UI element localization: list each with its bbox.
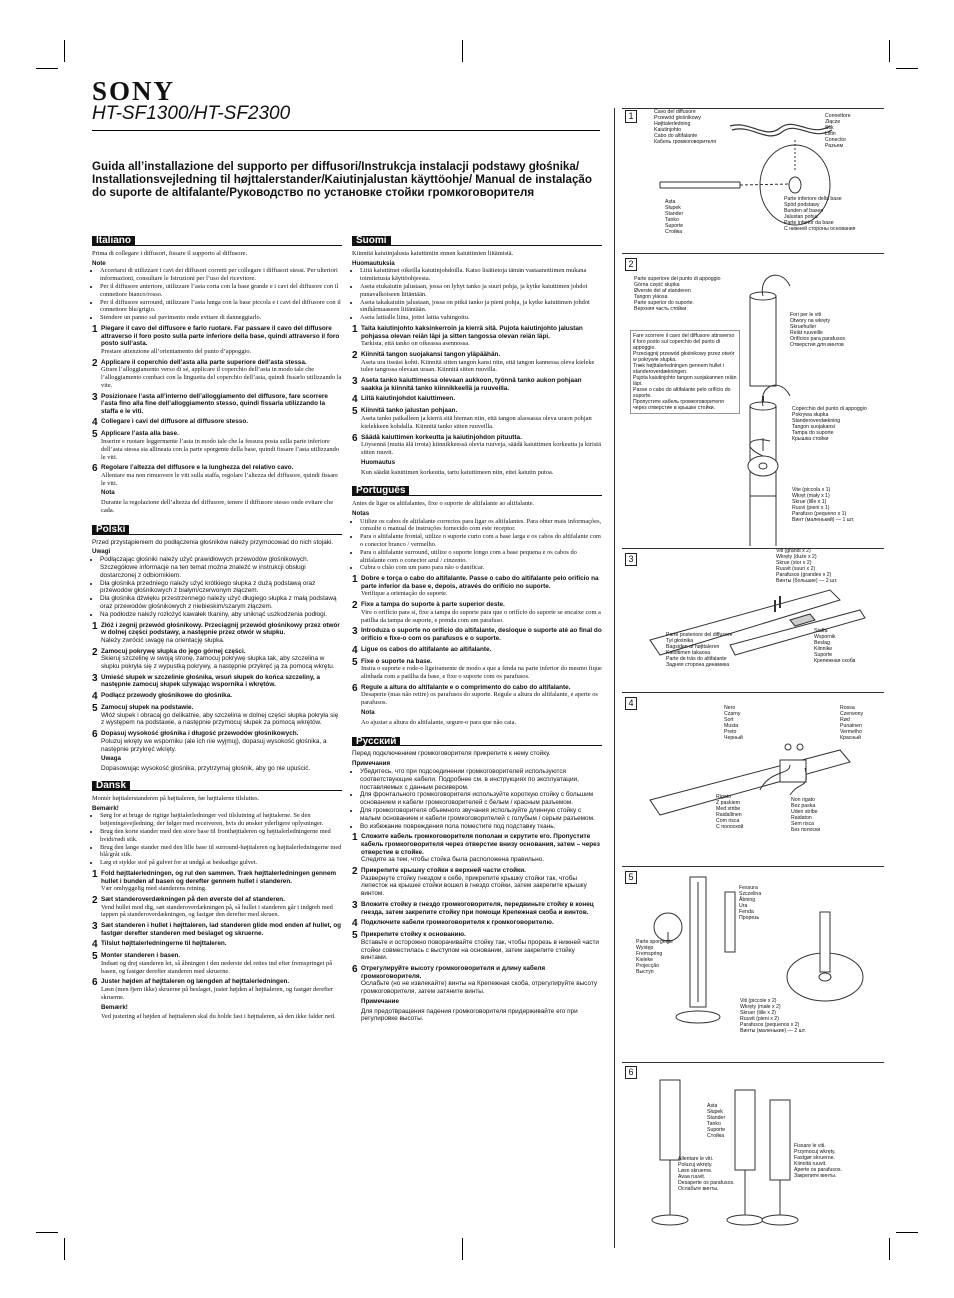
- step-number: 6: [352, 682, 358, 694]
- crop-mark: [462, 1238, 463, 1260]
- note-item: • Aseta lattialle liina, jottei lattia vahingoitu.: [360, 314, 602, 322]
- figure-2-support-label: Parte superiore del punto di appoggio Górna część słupka Øverste del af standeren Tangon yläosa Parte superior do suporte. Верхняя часть стойки: [634, 276, 721, 312]
- note-item: • Aseta etukaiutin jalustaan, jossa on lyhyt tanko ja suuri pohja, ja kytke kaiuttimen johdot punavalkoiseen liitäntään.: [360, 283, 602, 299]
- end-note: Ved justering af højden af højttaleren skal du holde fast i højttaleren, så den ikke falder ned.: [101, 1013, 336, 1021]
- step: [352, 646, 602, 655]
- crop-mark: [462, 40, 463, 62]
- notes-label: Uwagi: [92, 548, 111, 556]
- section-intro: Przed przystąpieniem do podłączenia głośników należy przymocować do nich stojaki.: [92, 538, 334, 546]
- step-detail: Vend hullet mod dig, sæt standeroverdækningen på, så hullet i standeren går i indgreb med tappen på standeroverdækningen, og fastgør den derefter med skruen.: [101, 903, 333, 919]
- figure-1-number: 1: [625, 110, 637, 123]
- step-number: 6: [352, 432, 358, 444]
- step: [352, 867, 602, 898]
- note-item: • Cubra o chão com um pano para não o danificar.: [360, 564, 602, 572]
- step-title: Sæt standeren i hullet i højttaleren, lad standeren glide mod enden af hullet, og fastgør derefter standeren med beslaget og skruerne.: [101, 922, 342, 937]
- step-number: 6: [352, 964, 358, 976]
- step-title: Juster højden af højttaleren og længden af højttalerledningen.: [101, 978, 290, 986]
- end-note-label: Bemærk!: [101, 1003, 128, 1011]
- step: [352, 395, 602, 404]
- step-detail: Развернуте стойку гнездом к себе, прикрепите крышку стойки так, чтобы лепесток на крышке стойки вошел в гнездо стойки, затем закрепите крышку винтом.: [361, 874, 587, 898]
- step-number: 4: [92, 417, 98, 429]
- step-number: 3: [352, 376, 358, 388]
- step: [92, 418, 342, 427]
- step: [352, 833, 602, 864]
- step-title: Сложите кабель громкоговорителя пополам и скрутите его. Пропустите кабель громкоговорителя через отверстие внизу основания, затем – через отверстие в стойке.: [361, 833, 600, 856]
- end-note-label: Uwaga: [101, 755, 121, 763]
- figure-1-stand-label: Asta Słupek Stander Tanko Suporte Стойка: [665, 199, 684, 235]
- figure-6-number: 6: [625, 1066, 637, 1079]
- step-title: Tilslut højttalerledningerne til højttaleren.: [101, 940, 227, 948]
- step: [92, 940, 342, 949]
- section-heading: Dansk: [92, 781, 130, 791]
- crop-mark: [64, 1238, 65, 1260]
- step-number: 3: [92, 672, 98, 684]
- section-portugues: [352, 486, 602, 726]
- step-title: Fixe a tampa do suporte à parte superior deste.: [361, 601, 505, 609]
- section-italiano: [92, 236, 342, 515]
- step: [352, 931, 602, 962]
- step-title: Piegare il cavo del diffusore e farlo ruotare. Far passare il cavo del diffusore attraverso il foro posto sulla parte inferiore della base, quindi attraverso il foro posto sull’asta.: [101, 324, 340, 348]
- header-rule: [92, 130, 600, 131]
- step: [92, 325, 342, 356]
- step: [352, 684, 602, 707]
- note-item: • Utilize os cabos de altifalante correctos para ligar os altifalantes. Para obter mais informações, consulte o manual de instruções fornecido com este receptor.: [360, 518, 602, 534]
- figure-4-number: 4: [625, 697, 637, 710]
- figure-4-plain-label: Non rigato Bez paska Uden stribe Raidaton Sem risca Без полоски: [791, 797, 821, 833]
- step-detail: Inserire e ruotare leggermente l’asta in modo tale che la fessura posta sulla parte inferiore dell’asta stessa sia allineata con la parte sporgente della base, quindi fissare l’asta utilizzando le viti.: [101, 437, 340, 461]
- step: [352, 325, 602, 348]
- section-heading: Русский: [352, 737, 400, 747]
- end-note: Dopasowując wysokość głośnika, przytrzymaj głośnik, aby go nie upuścić.: [101, 765, 311, 773]
- step-detail: Poluzuj wkręty we wsporniku (ale ich nie wyjmuj), dopasuj wysokość głośnika, a następnie przykręć wkręty.: [101, 737, 327, 753]
- step-title: Ligue os cabos do altifalante ao altifalante.: [361, 645, 492, 653]
- figure-3-rear-label: Parte posteriore del diffusore Tył głośnika Bagsiden af højttaleren Kaiuttimen takaosa Parte de trás do altifalante Задняя сторона динамика: [666, 632, 733, 668]
- figure-3-number: 3: [625, 553, 637, 566]
- step-number: 4: [352, 918, 358, 930]
- step-title: Zamocuj pokrywę słupka do jego górnej części.: [101, 647, 246, 655]
- step-title: Applicare il coperchio dell’asta alla parte superiore dell’asta stessa.: [101, 358, 307, 366]
- step-number: 5: [92, 429, 98, 441]
- end-note-label: Nota: [101, 489, 115, 497]
- end-note: Durante la regolazione dell’altezza del diffusore, tenere il diffusore stesso onde evitare che cada.: [101, 499, 334, 515]
- step: [92, 978, 342, 1001]
- figure-2-screw-label: Vite (piccola x 1) Wkręt (mały x 1) Skrue (lille x 1) Ruuvi (pieni x 1) Parafuso (pequeno x 1) Винт (маленький) — 1 шт.: [792, 487, 855, 523]
- step-number: 6: [92, 977, 98, 989]
- note-item: • Stendere un panno sul pavimento onde evitare di danneggiarlo.: [100, 314, 342, 322]
- step: [352, 575, 602, 598]
- end-note: Для предотвращения падения громкоговорителя придерживайте его при регулировке высоты.: [361, 1007, 578, 1023]
- notes-label: Примечания: [352, 760, 391, 768]
- step-number: 1: [92, 868, 98, 880]
- figure-3-screws-label: Viti (grandi x 2) Wkręty (duże x 2) Skrue (stor x 2) Ruuvit (suuri x 2) Parafusos (grandes x 2) Винты (большие) — 2 шт.: [776, 548, 838, 584]
- step-number: 6: [92, 463, 98, 475]
- notes-label: Bemærk!: [92, 804, 119, 812]
- step: [352, 965, 602, 996]
- step-detail: Vær omhyggelig med standerens retning.: [101, 885, 207, 893]
- note-item: • Aseta takakaiutin jalustaan, jossa on pitkä tanko ja pieni pohja, ja kytke kaiuttimen johdot sinihårmaaseen liitäntään.: [360, 299, 602, 315]
- section-dansk: [92, 781, 342, 1021]
- step-title: Applicare l’asta alla base.: [101, 430, 179, 438]
- step-title: Taita kaiutinjohto kaksinkerroin ja kierrä sitä. Pujota kaiutinjohto jalustan pohjassa olevan reiän läpi ja sitten tangossa olevan reiän läpi.: [361, 324, 583, 340]
- figure-5-rule: [622, 866, 884, 867]
- section-heading: Suomi: [352, 236, 391, 246]
- section-russian: [352, 737, 602, 1024]
- step-number: 2: [352, 349, 358, 361]
- figure-6-loosen-label: Allentare le viti. Poluzuj wkręty. Løsn skruerne. Avaa ruuvit. Desaperte os parafusos. Ослабьте винты.: [678, 1156, 735, 1192]
- step-title: Прикрепите стойку к основанию.: [361, 931, 466, 939]
- column-divider: [614, 108, 615, 1248]
- section-intro: Prima di collegare i diffusori, fissare il supporto al diffusore.: [92, 249, 248, 257]
- step-number: 4: [352, 394, 358, 406]
- note-item: • Sørg for at bruge de rigtige højttalerledninger ved tilslutning af højttalerne. Se den betjeningsvejledning, der følger med receiveren, hvis du ønsker yderligere oplysninger.: [100, 812, 342, 828]
- figure-6-stand-label: Asta Słupek Stander Tanko Suporte Стойка: [707, 1103, 726, 1139]
- step-title: Collegare i cavi del diffusore al diffusore stesso.: [101, 418, 249, 426]
- step-title: Вложите стойку в гнездо громкоговорителя, передвиньте стойку в конец гнезда, затем закрепите стойку при помощи Крепежная скоба и винтов.: [361, 900, 594, 916]
- left-column: [92, 236, 342, 1021]
- end-note-label: Примечание: [361, 997, 399, 1005]
- note-item: • Para o altifalante frontal, utilize o suporte curto com a base larga e os cabos do altifalante com o conector branco / vermelho.: [360, 533, 602, 549]
- step: [352, 919, 602, 928]
- step: [92, 692, 342, 701]
- step-number: 4: [352, 644, 358, 656]
- step-detail: Girare l’alloggiamento verso di sé, applicare il coperchio dell’asta in modo tale che l’alloggiamento combaci con la linguetta del coperchio dell’asta, quindi fissarlo utilizzando la vite.: [101, 366, 342, 389]
- section-intro: Kiinnitä kaiutinjalusta kaiuttimiin ennen kaiuttimien liitämistä.: [352, 249, 514, 257]
- step-number: 2: [92, 646, 98, 658]
- step-title: Sæt standeroverdækningen på den øverste del af standeren.: [101, 895, 285, 903]
- step-title: Zamocuj słupek na podstawie.: [101, 704, 194, 711]
- step-title: Regule a altura do altifalante e o comprimento do cabo do altifalante.: [361, 683, 571, 691]
- step-title: Monter standeren i basen.: [101, 952, 181, 960]
- step-detail: Allentare ma non rimuovere le viti sulla staffa, regolare l’altezza del diffusore, quindi fissare le viti.: [101, 471, 339, 487]
- step: [352, 434, 602, 457]
- step-title: Posizionare l’asta all’interno dell’alloggiamento del diffusore, fare scorrere l’asta fino alla fine dell’alloggiamento stesso, quindi fissarla utilizzando la staffa e le viti.: [101, 392, 328, 415]
- note-item: • Podłączając głośniki należy użyć prawidłowych przewodów głośnikowych. Szczegółowe informacje na ten temat można znaleźć w instrukcji obsługi dostarczonej z odbiornikiem.: [100, 556, 342, 579]
- figure-3-bracket-label: Staffa Wspornik Beslag Kiinnike Suporte Крепежная скоба: [814, 628, 856, 664]
- step-number: 3: [92, 921, 98, 933]
- step: [352, 901, 602, 916]
- step-detail: Aseta tanko paikalleen ja kierrä sitä hieman niin, että tangon alaosassa oleva uraon pohjan kielekkeen kohdalla. Kiinnitä tanko sitten ruuveilla.: [361, 414, 592, 430]
- figure-6-tighten-label: Fissare le viti. Przymocuj wkręty. Fastgør skruerne. Kiinnitä ruuvit. Aperte os parafusos. Закрепите винты.: [794, 1143, 842, 1179]
- step: [92, 393, 342, 416]
- step: [92, 622, 342, 645]
- crop-mark: [889, 1238, 890, 1260]
- step-number: 5: [352, 930, 358, 942]
- figure-4-black-label: Nero Czarny Sort Musta Preto Черный: [724, 705, 743, 741]
- note-item: • Para o altifalante surround, utilize o suporte longo com a base pequena e os cabos do altifalante com o conector azul / cinzento.: [360, 549, 602, 565]
- notes-label: Huomautuksia: [352, 259, 395, 267]
- step-detail: Tarkista, että tanko on oikeassa asennossa.: [361, 340, 470, 348]
- step-number: 3: [92, 391, 98, 403]
- step: [92, 730, 342, 753]
- note-item: • Во избежание повреждения пола поместите под подставку ткань.: [360, 823, 602, 831]
- step-title: Прикрепите крышку стойки к верхней части стойки.: [361, 866, 526, 874]
- figure-2-cover-label: Coperchio del punto di appoggio Pokrywa słupka Standeroverdækning Tangon suojakansi Tampa do suporte Крышка стойки: [792, 406, 867, 442]
- figure-5-screws-label: Viti (piccole x 2) Wkręty (małe x 2) Skruer (lille x 2) Ruuvit (pieni x 2) Parafusos (pequenos x 2) Винты (маленькие) — 2 шт.: [740, 998, 807, 1034]
- figure-3-rule: [622, 548, 884, 549]
- step-title: Säädä kaiuttimen korkeutta ja kaiutinjohdon pituutta.: [361, 433, 522, 441]
- notes-list: [92, 812, 342, 867]
- step: [92, 464, 342, 487]
- step-title: Fold højttalerledningen, og rul den sammen. Træk højttalerledningen gennem hullet i bunden af basen og derefter gennem hullet i standeren.: [101, 869, 337, 885]
- figure-4-rule: [622, 692, 884, 693]
- section-heading: Polski: [92, 525, 129, 535]
- step-title: Podłącz przewody głośnikowe do głośnika.: [101, 692, 233, 699]
- step-detail: Skieruj szczelinę w swoją stronę, zamocuj pokrywę słupka tak, aby szczelina w słupku pokryła się z wypustką pokrywy, a następnie przykręć ją za pomocą wkrętu.: [101, 655, 335, 671]
- note-item: • Для громкоговорителя объемного звучания используйте длинную стойку с малым основанием и кабели громкоговорителей с голубым / серым разъемом.: [360, 807, 602, 823]
- step: [92, 952, 342, 975]
- figure-2-slide-note: Fare scorrere il cavo del diffusore attraverso il foro posto sul coperchio del punto di appoggio. Przeciągnij przewód głośnikowy przez otwór w pokrywie słupka. Træk højttalerledningen gennem hullet i standeroverdækningen. Pujota kaiutinjohto tangon suojakannen reiän läpi. Passe o cabo do altifalante pelo orifício do suporte. Пропустите кабель громкоговорителя через отверстие в крышке стойки.: [630, 330, 740, 414]
- step: [92, 922, 342, 937]
- brand-logo: SONY: [92, 76, 176, 106]
- step: [92, 704, 342, 727]
- figure-1-cable-label: Cavo del diffusore Przewód głośnikowy Højttalerledning Kaiutinjohto Cabo do altifalante Кабель громкоговорителя: [654, 109, 717, 145]
- step-number: 3: [352, 626, 358, 638]
- end-note: Ao ajustar a altura do altifalante, segure-o para que não caia.: [361, 718, 517, 726]
- step-title: Dobre e torça o cabo do altifalante. Passe o cabo do altifalante pelo orifício na parte inferior da base e, depois, através do orifício no suporte.: [361, 575, 599, 590]
- notes-label: Note: [92, 259, 106, 267]
- step-number: 4: [92, 691, 98, 702]
- step-detail: Desaperte (mas não retire) os parafusos do suporte. Regule a altura do altifalante, e aperte os parafusos.: [361, 691, 598, 707]
- section-intro: Antes de ligar os altifalantes, fixe o suporte de altifalante ao altifalante.: [352, 500, 535, 508]
- step-number: 2: [352, 865, 358, 877]
- step: [92, 870, 342, 893]
- note-item: • Per il diffusore anteriore, utilizzare l’asta corta con la base grande e i cavi del diffusore con il connettore bianco/rosso.: [100, 283, 342, 299]
- note-item: • Brug den lange stander med den lille base til surround-højttaleren og højttalerledningerne med blå/gråt stik.: [100, 844, 342, 860]
- step: [92, 359, 342, 390]
- crop-mark: [64, 40, 65, 62]
- step: [92, 648, 342, 671]
- step-detail: Indsæt og drej standeren let, så åbningen i den nederste del rettes ind efter fremspringet på basen, og fastgør derefter standeren med skruerne.: [101, 959, 333, 975]
- step-number: 1: [352, 832, 358, 844]
- figure-4-striped-label: Rigato Z paskiem Med stribe Raidallinen Com risca С полоской: [716, 794, 744, 830]
- notes-list: [352, 518, 602, 573]
- figure-1-base-label: Parte inferiore della base Spód podstawy Bunden af basen Jalustan pohja Parte inferior da base С нижней стороны основания: [784, 196, 856, 232]
- step-number: 2: [352, 600, 358, 612]
- crop-mark: [889, 40, 890, 62]
- crop-mark: [36, 68, 58, 69]
- figure-5-number: 5: [625, 871, 637, 884]
- note-item: • Accertarsi di utilizzare i cavi dei diffusori corretti per collegare i diffusori stessi. Per ulteriori informazioni, consultare le Istruzioni per l’uso del ricevitore.: [100, 267, 342, 283]
- figure-1-connector-label: Connettore Złącze Stik Liitin Conector Разъем: [825, 113, 851, 149]
- section-heading: Italiano: [92, 236, 135, 246]
- notes-list: [352, 768, 602, 830]
- note-item: • Убедитесь, что при подсоединении громкоговорителей используются соответствующие кабели. Подробнее см. в инструкциях по эксплуатации, поставляемых с данным ресивером.: [360, 768, 602, 791]
- step-detail: Prestare attenzione all’orientamento del punto d’appoggio.: [101, 347, 252, 355]
- figure-3-drawing: [640, 560, 880, 690]
- section-intro: Перед подключением громкоговорителя прикрепите к нему стойку.: [352, 750, 551, 758]
- document-title: Guida all’installazione del supporto per diffusori/Instrukcja instalacji podstawy głośnika/ Installationsvejledning til højttalerstander/Kaiutinjalustan käyttöohje/ Manual de instalação do suporte de altifalante/Руководство по установке стойки громкоговорителя: [92, 160, 592, 199]
- step-number: 3: [352, 899, 358, 911]
- step-detail: Løsn (men fjern ikke) skruerne på beslaget, juster højden af højttaleren, og fastgør derefter skruerne.: [101, 986, 333, 1001]
- step-number: 4: [92, 939, 98, 951]
- step-title: Отрегулируйте высоту громкоговорителя и длину кабеля громкоговорителя.: [361, 965, 546, 980]
- step-title: Kiinnitä tangon suojakansi tangon yläpäähän.: [361, 350, 501, 358]
- end-note-label: Huomautus: [361, 458, 396, 466]
- step: [92, 674, 342, 689]
- note-item: • Dla głośnika dźwięku przestrzennego należy użyć długiego słupka z małą podstawą oraz przewodów głośnikowych z niebieskim/szarym złączem.: [100, 595, 342, 611]
- step-detail: Aseta ura itseäsi kohti. Kiinnitä sitten tangon kansi niin, että tangon kannessa oleva kieleke tulee tangossa olevaan uraan. Kiinnitä sitten ruuvilla.: [361, 358, 595, 374]
- section-intro: Montér højttalerstanderen på højttaleren, før højttalerne tilsluttes.: [92, 794, 260, 802]
- step-title: Fixe o suporte na base.: [361, 657, 433, 665]
- section-polski: [92, 525, 342, 773]
- middle-column: [352, 236, 602, 1023]
- crop-mark: [896, 1232, 918, 1233]
- step-detail: Verifique a orientação do suporte.: [361, 590, 448, 598]
- crop-mark: [896, 68, 918, 69]
- step-title: Dopasuj wysokość głośnika i długość przewodów głośnikowych.: [101, 730, 299, 738]
- step-number: 5: [352, 406, 358, 418]
- note-item: • Na podłodze należy rozłożyć kawałek tkaniny, aby uniknąć uszkodzenia podłogi.: [100, 611, 342, 619]
- step-title: Umieść słupek w szczelinie głośnika, wsuń słupek do końca szczeliny, a następnie zamocuj słupek używając wspornika i wkrętów.: [101, 673, 321, 689]
- figure-2-holes-label: Fori per le viti Otwory na wkręty Skruehuller Reiät ruuveille Orifícios para parafusos Отверстия для винтов: [790, 312, 846, 348]
- section-suomi: [352, 236, 602, 476]
- note-item: • Per il diffusore surround, utilizzare l’asta lunga con la base piccola e i cavi del diffusore con il connettore blu/grigio.: [100, 299, 342, 315]
- step-title: Aseta tanko kaiuttimessa olevaan aukkoon, työnnä tanko aukon pohjaan saakka ja kiinnitä tanko kiinnikkeellä ja ruuveilla.: [361, 377, 582, 392]
- step-detail: Löysennä (mutta älä irrota) kiinnikkeessä olevia ruuveja, säädä kaiuttimen korkeutta ja kiristä sitten ruuvit.: [361, 441, 601, 456]
- step-title: Złóż i zegnij przewód głośnikowy. Przeciągnij przewód głośnikowy przez otwór w dolnej części podstawy, a następnie przez otwór w słupku.: [101, 621, 340, 637]
- step: [352, 658, 602, 681]
- step-title: Подключите кабели громкоговорителя к громкоговорителю.: [361, 919, 554, 927]
- step-number: 5: [92, 703, 98, 714]
- step-detail: Insira o suporte e rode-o ligeiramente de modo a que a fenda na parte inferior do mesmo fique alinhada com a patilha da base, e fixe o suporte com os parafusos.: [361, 665, 602, 681]
- step-title: Liitä kaiutinjohdot kaiuttimeen.: [361, 395, 456, 403]
- step: [352, 351, 602, 374]
- figure-4-red-label: Rossa Czerwony Rød Punainen Vermelho Красный: [840, 705, 864, 741]
- step-number: 1: [92, 620, 98, 632]
- step-number: 2: [92, 357, 98, 369]
- step: [352, 377, 602, 392]
- step: [92, 430, 342, 461]
- notes-label: Notas: [352, 509, 370, 517]
- figure-6-rule: [622, 1062, 884, 1063]
- step-detail: Należy zwrócić uwagę na orientację słupka.: [101, 636, 225, 644]
- note-item: • Liitä kaiuttimet oikeilla kaiutinjohdoilla. Katso lisätietoja tämän vastaanottimen mukana toimitetusta käyttöohjeesta.: [360, 267, 602, 283]
- step-number: 1: [92, 323, 98, 335]
- step: [92, 896, 342, 919]
- step-number: 2: [92, 894, 98, 906]
- notes-list: [352, 267, 602, 322]
- step-title: Kiinnitä tanko jalustan pohjaan.: [361, 407, 458, 415]
- step-number: 5: [92, 951, 98, 963]
- figure-6-drawing: [640, 1070, 880, 1240]
- figure-2-rule: [622, 253, 884, 254]
- crop-mark: [36, 1232, 58, 1233]
- step-detail: Włóż słupek i obracaj go delikatnie, aby szczelina w dolnej części słupka pokryła się z występem na podstawie, a następnie przymocuj słupek za pomocą wkrętów.: [101, 711, 339, 727]
- step-title: Regolare l’altezza del diffusore e la lunghezza del relativo cavo.: [101, 464, 294, 472]
- note-item: • Для фронтального громкоговорителя используйте короткую стойку с большим основанием и кабели громкоговорителей с белым / красным разъемом.: [360, 791, 602, 807]
- step-title: Introduza o suporte no orifício do altifalante, desloque o suporte até ao final do orifício e fixe-o com os parafusos e o suporte.: [361, 627, 602, 643]
- step-detail: Ослабьте (но не извлекайте) винты на Крепежная скоба, отрегулируйте высоту громкоговорителя, затем затяните винты.: [361, 980, 598, 996]
- step-number: 5: [352, 656, 358, 668]
- notes-list: [92, 556, 342, 618]
- note-item: • Læg et stykke stof på gulvet for at undgå at beskadige gulvet.: [100, 859, 342, 867]
- notes-list: [92, 267, 342, 322]
- section-heading: Português: [352, 486, 409, 496]
- figure-2-number: 2: [625, 258, 637, 271]
- step-detail: Вставьте и осторожно поворачивайте стойку так, чтобы прорезь в нижней части стойки совместилась с выступом на основании, затем закрепите стойку винтами.: [361, 938, 599, 962]
- step: [352, 601, 602, 624]
- step-number: 6: [92, 729, 98, 741]
- step-detail: Vire o orifício para si, fixe a tampa do suporte para que o orifício do suporte se encaixe com a patilha da tampa de suporte, e prenda com um parafuso.: [361, 608, 601, 624]
- step: [352, 627, 602, 642]
- figure-5-tab-label: Parte sporgente Występ Fremspring Kieleke Projecção Выступ: [636, 939, 673, 975]
- end-note-label: Nota: [361, 709, 375, 716]
- step: [352, 407, 602, 430]
- figure-5-slot-label: Fessura Szczelina Åbning Ura Fenda Прорезь: [739, 885, 762, 921]
- end-note: Kun säädät kaiuttimen korkeutta, tartu kaiuttimeen niin, ettei kaiutin putoa.: [361, 468, 554, 476]
- step-detail: Следите за тем, чтобы стойка была расположена правильно.: [361, 856, 544, 864]
- model-number: HT-SF1300/HT-SF2300: [92, 103, 291, 124]
- step-number: 1: [352, 574, 358, 586]
- step-number: 1: [352, 323, 358, 335]
- note-item: • Brug den korte stander med den store base til fronthøjttaleren og højttalerledningerne med hvidt/rødt stik.: [100, 828, 342, 844]
- note-item: • Dla głośnika przedniego należy użyć krótkiego słupka z dużą podstawą oraz przewodów głośnikowych z białym/czerwonym złączem.: [100, 580, 342, 596]
